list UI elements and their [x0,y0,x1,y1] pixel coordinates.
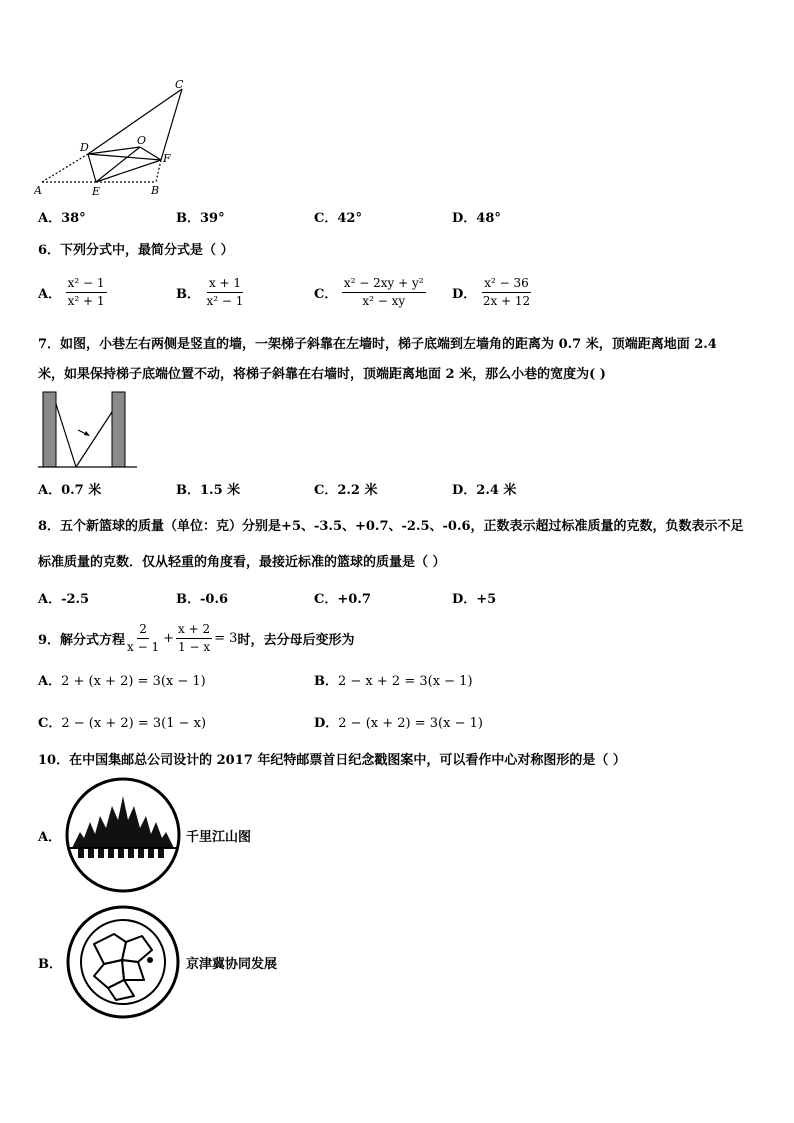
q9-plus: + [163,630,175,646]
q8-option-b[interactable]: B．-0.6 [176,592,229,607]
q10-option-b-stamp[interactable] [64,904,182,1020]
q6-fraction-b: $\frac{x + 1}{\text{x² − 1}}$ [206,276,244,308]
q5-option-d[interactable]: D．48° [452,211,501,226]
q10-stem: 10．在中国集邮总公司设计的 2017 年纪特邮票首日纪念戳图案中，可以看作中心对称图形的是（ ） [38,753,626,768]
ladder-right [76,412,112,467]
q6-stem: 6．下列分式中，最简分式是（ ） [38,243,234,258]
segment-cf [161,89,182,160]
label-e: E [92,185,101,198]
q9-option-a[interactable]: A．2 + (x + 2) = 3(x − 1) [38,674,206,689]
q9-fraction-1-den: x − 1 [127,639,160,654]
left-wall [43,392,56,467]
q5-option-a[interactable]: A．38° [38,211,86,226]
mountain-base-pillar [158,848,164,858]
q9-stem [38,618,354,658]
mountain-base-pillar [78,848,84,858]
q8-stem-line-2: 标准质量的克数．仅从轻重的角度看，最接近标准的篮球的质量是（ ） [38,555,446,570]
segment-ef [96,160,161,182]
q7-stem-line-2: 米，如果保持梯子底端位置不动，将梯子斜靠在右墙时，顶端距离地面 2 米，那么小巷的宽度为( ) [38,367,606,382]
q8-option-c[interactable]: C．+0.7 [314,592,371,607]
segment-dc [88,89,182,154]
q9-fraction-2 [176,622,212,655]
mountain-base-pillar [108,848,114,858]
stamp-b-dot [147,957,153,963]
right-wall [112,392,125,467]
q7-option-a[interactable]: A．0.7 米 [38,483,102,498]
q8-option-a[interactable]: A．-2.5 [38,592,90,607]
mountain-base-pillar [138,848,144,858]
q9-option-c[interactable]: C．2 − (x + 2) = 3(1 − x) [38,716,207,731]
mountain-base-pillar [118,848,124,858]
q5-option-c[interactable]: C．42° [314,211,362,226]
q6-fraction-c: $\frac{\text{x² − 2xy + y²}}{\text{x² − xy}}$ [343,276,424,308]
ladder-left [56,404,76,467]
q9-option-d[interactable]: D．2 − (x + 2) = 3(x − 1) [314,716,483,731]
q5-geometry-figure [34,76,204,200]
q8-stem-line-1: 8．五个新篮球的质量（单位：克）分别是+5、-3.5、+0.7、-2.5、-0.6，正数表示超过标准质量的克数，负数表示不足 [38,519,744,534]
label-o: O [137,134,147,147]
segment-ad [42,154,88,182]
q9-stem-suffix: 时，去分母后变形为 [237,632,355,648]
q7-stem-line-1: 7．如图，小巷左右两侧是竖直的墙，一架梯子斜靠在左墙时，梯子底端到左墙角的距离为 0.7 米，顶端距离地面 2.4 [38,337,717,352]
q9-fraction-1-num: 2 [137,622,149,639]
mountain-base-pillar [128,848,134,858]
q7-option-d[interactable]: D．2.4 米 [452,483,517,498]
q9-fraction-1 [125,622,161,655]
q9-fraction-2-den: 1 − x [178,639,211,654]
q6-option-d[interactable]: D． $\frac{\text{x² − 36}}{2x + 12}$ [452,276,531,308]
mountain-base-pillar [88,848,94,858]
q8-option-d[interactable]: D．+5 [452,592,497,607]
q7-option-b[interactable]: B．1.5 米 [176,483,241,498]
label-a: A [34,184,42,197]
label-b: B [151,184,160,197]
q6-fraction-a: $\frac{\text{x² − 1}}{\text{x² + 1}}$ [67,276,105,308]
q6-option-b[interactable]: B． $\frac{x + 1}{\text{x² − 1}}$ [176,276,244,308]
segment-fb [156,160,161,182]
q9-option-b[interactable]: B．2 − x + 2 = 3(x − 1) [314,674,473,689]
q7-alley-ladder-figure [38,390,138,470]
mountain-base-pillar [148,848,154,858]
q6-fraction-d: $\frac{\text{x² − 36}}{2x + 12}$ [482,276,531,308]
label-c: C [175,78,184,91]
mountain-base-pillar [98,848,104,858]
ladder-arrow-head [84,431,90,436]
q7-option-c[interactable]: C．2.2 米 [314,483,378,498]
q9-fraction-2-num: x + 2 [176,622,212,639]
q9-equals: = 3 [214,630,238,646]
q6-option-c[interactable]: C． $\frac{\text{x² − 2xy + y²}}{\text{x² − xy}}$ [314,276,424,308]
label-d: D [80,141,89,154]
q9-stem-prefix: 9．解分式方程 [38,632,126,648]
q5-option-b[interactable]: B．39° [176,211,225,226]
label-f: F [163,152,171,165]
segment-de [88,154,96,182]
q6-option-a[interactable]: A． $\frac{\text{x² − 1}}{\text{x² + 1}}$ [38,276,105,308]
q10-option-a-stamp[interactable] [62,776,184,894]
q10-option-a-label: 千里江山图 [186,830,252,845]
q10-option-b-label: 京津冀协同发展 [186,957,278,972]
